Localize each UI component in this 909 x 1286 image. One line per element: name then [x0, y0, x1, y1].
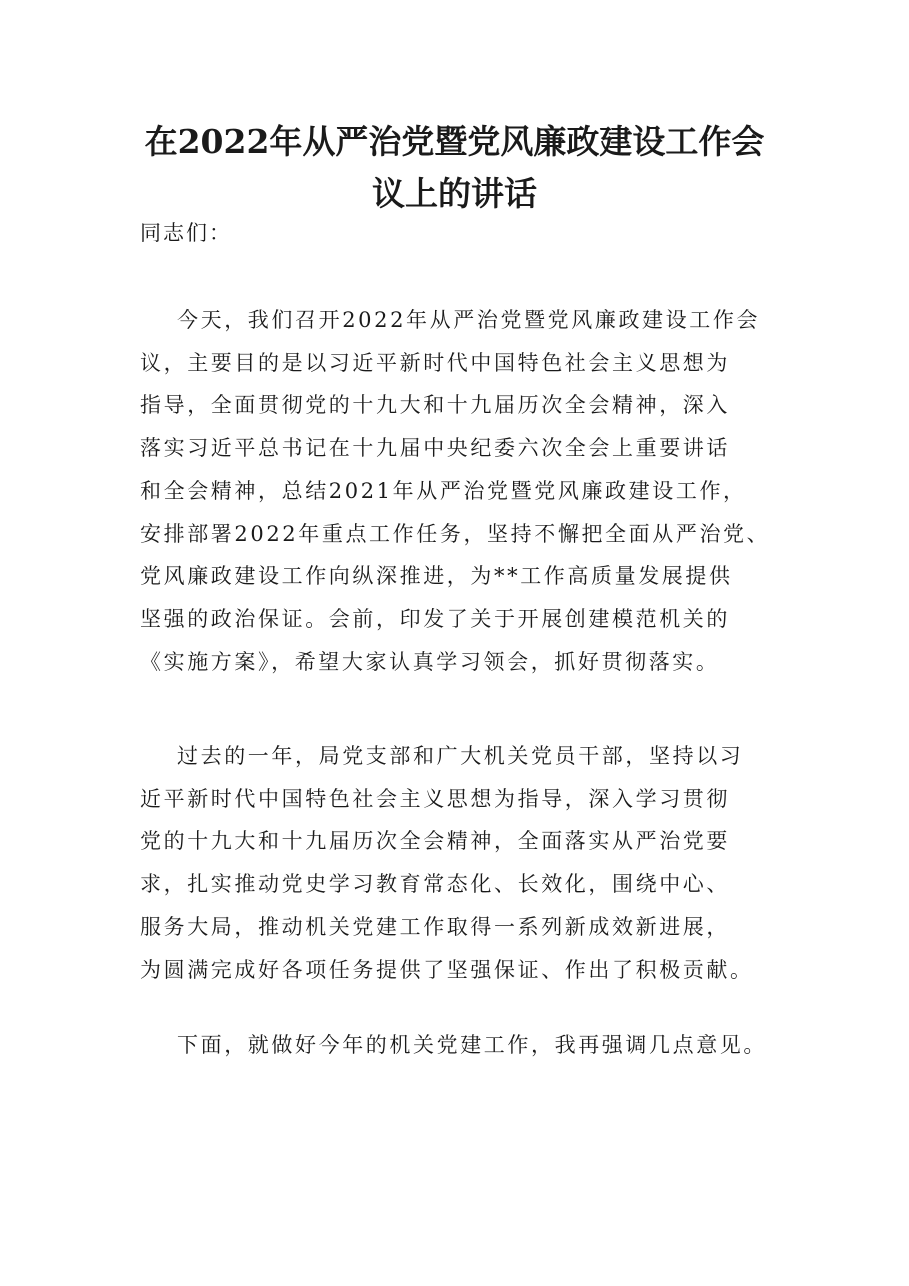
title-line: 在2022年从严治党暨党风廉政建设工作会 [144, 122, 765, 161]
paragraph-line: 和全会精神，总结2021年从严治党暨党风廉政建设工作， [140, 478, 747, 503]
body-paragraph [140, 1024, 780, 1067]
paragraph-line: 过去的一年，局党支部和广大机关党员干部，坚持以习 [177, 744, 744, 768]
title-line: 议上的讲话 [372, 174, 537, 213]
paragraph-line: 安排部署2022年重点工作任务，坚持不懈把全面从严治党、 [140, 521, 771, 546]
paragraph-line: 指导，全面贯彻党的十九大和十九届历次全会精神，深入 [140, 393, 730, 418]
paragraph-line: 议，主要目的是以习近平新时代中国特色社会主义思想为 [140, 350, 730, 375]
paragraph-line: 下面，就做好今年的机关党建工作，我再强调几点意见。 [177, 1033, 767, 1057]
paragraph-line: 为圆满完成好各项任务提供了坚强保证、作出了积极贡献。 [140, 957, 754, 982]
paragraph-line: 党风廉政建设工作向纵深推进，为**工作高质量发展提供 [140, 564, 733, 589]
paragraph-line: 近平新时代中国特色社会主义思想为指导，深入学习贯彻 [140, 786, 730, 811]
paragraph-line: 落实习近平总书记在十九届中央纪委六次全会上重要讲话 [140, 436, 730, 461]
paragraph-line: 坚强的政治保证。会前，印发了关于开展创建模范机关的 [140, 606, 730, 631]
body-paragraph [140, 735, 780, 991]
greeting: 同志们： [140, 221, 232, 245]
paragraph-line: 今天，我们召开2022年从严治党暨党风廉政建设工作会 [177, 308, 761, 332]
paragraph-line: 《实施方案》，希望大家认真学习领会，抓好贯彻落实。 [140, 649, 720, 674]
document-title [100, 116, 809, 220]
body-paragraph [140, 299, 780, 683]
paragraph-line: 党的十九大和十九届历次全会精神，全面落实从严治党要 [140, 829, 730, 854]
paragraph-line: 服务大局，推动机关党建工作取得一系列新成效新进展， [140, 914, 730, 939]
paragraph-line: 求，扎实推动党史学习教育常态化、长效化，围绕中心、 [140, 872, 730, 897]
